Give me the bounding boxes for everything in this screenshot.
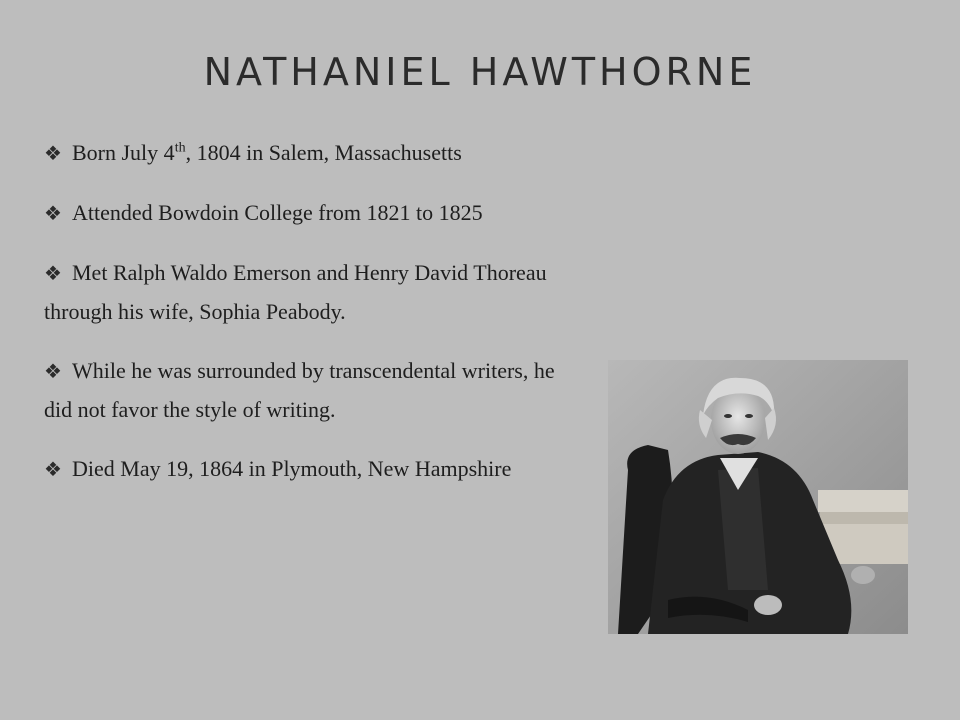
bullet-text: Died May 19, 1864 in Plymouth, New Hampshire [72,456,512,481]
slide-title: NATHANIEL HAWTHORNE [203,50,757,94]
bullet-text: Attended Bowdoin College from 1821 to 1825 [72,200,483,225]
diamond-four-icon: ❖ [44,203,62,225]
bullet-text-rest: , 1804 in Salem, Massachusetts [185,140,462,165]
bullet-superscript: th [174,140,186,156]
diamond-four-icon: ❖ [44,143,62,165]
portrait-illustration [608,360,908,634]
diamond-four-icon: ❖ [44,361,62,383]
bullet-item-college [44,194,614,233]
bullet-text: Born July 4 [72,140,175,165]
diamond-four-icon: ❖ [44,459,62,481]
bullet-text: Met Ralph Waldo Emerson and Henry David Thoreau through his wife, Sophia Peabody. [44,260,547,324]
bullet-item-born [44,134,614,173]
bullet-item-transcendental [44,352,564,429]
diamond-four-icon: ❖ [44,263,62,285]
portrait-photo [608,360,908,634]
bullet-item-died [44,450,514,489]
bullet-text: While he was surrounded by transcendental writers, he did not favor the style of writing. [44,358,555,422]
bullet-item-emerson [44,254,614,331]
bullet-list [44,134,614,510]
